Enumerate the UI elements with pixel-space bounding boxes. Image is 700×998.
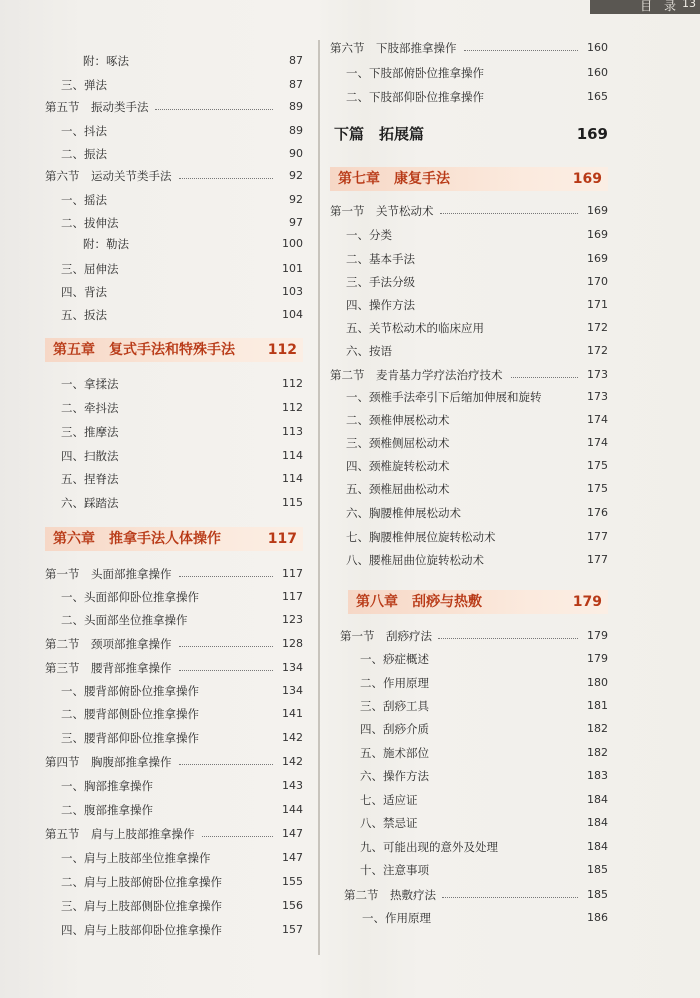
entry-page-number: 160: [587, 66, 608, 79]
entry-page-number: 101: [282, 262, 303, 275]
entry-title: 三、弹法: [61, 78, 107, 92]
toc-subsection-entry[interactable]: [344, 718, 608, 740]
leader-dots: [464, 50, 578, 51]
toc-subsection-entry[interactable]: [344, 765, 608, 787]
entry-title: 第五节 肩与上肢部推拿操作: [45, 827, 195, 841]
entry-page-number: 179: [587, 652, 608, 665]
entry-title: 二、作用原理: [360, 676, 429, 690]
toc-subsection-entry[interactable]: [330, 340, 608, 362]
toc-subsection-entry[interactable]: [45, 281, 303, 303]
entry-page-number: 89: [289, 100, 303, 113]
leader-dots: [438, 638, 578, 639]
entry-title: 二、振法: [61, 147, 107, 161]
toc-subsection-entry[interactable]: [344, 836, 608, 858]
entry-title: 一、颈椎手法牵引下后缩加伸展和旋转: [346, 390, 542, 404]
entry-title: 下篇 拓展篇: [334, 125, 425, 143]
entry-title: 六、按语: [346, 344, 392, 358]
leader-dots: [179, 178, 273, 179]
entry-title: 五、施术部位: [360, 746, 429, 760]
entry-page-number: 175: [587, 459, 608, 472]
entry-title: 一、头面部仰卧位推拿操作: [61, 590, 199, 604]
entry-title: 第五节 振动类手法: [45, 100, 149, 114]
toc-subsection-entry[interactable]: [330, 432, 608, 454]
toc-section-entry[interactable]: [330, 200, 608, 222]
entry-title: 四、操作方法: [346, 298, 415, 312]
entry-title: 七、适应证: [360, 793, 418, 807]
entry-page-number: 170: [587, 275, 608, 288]
toc-section-entry[interactable]: [45, 823, 303, 845]
toc-subsection-entry[interactable]: [330, 455, 608, 477]
entry-page-number: 173: [587, 368, 608, 381]
entry-page-number: 89: [289, 124, 303, 137]
toc-subsection-entry[interactable]: [45, 373, 303, 395]
entry-title: 第一节 刮痧疗法: [340, 629, 432, 643]
entry-title: 一、胸部推拿操作: [61, 779, 153, 793]
entry-page-number: 174: [587, 436, 608, 449]
toc-section-entry[interactable]: [45, 165, 303, 187]
entry-title: 二、牵抖法: [61, 401, 119, 415]
entry-page-number: 147: [282, 827, 303, 840]
toc-subsection-entry[interactable]: [346, 907, 608, 929]
toc-subsection-entry[interactable]: [330, 248, 608, 270]
entry-page-number: 141: [282, 707, 303, 720]
entry-title: 第六章 推拿手法人体操作: [53, 531, 221, 547]
entry-title: 第六节 下肢部推拿操作: [330, 41, 457, 55]
entry-title: 二、腹部推拿操作: [61, 803, 153, 817]
entry-page-number: 104: [282, 308, 303, 321]
entry-page-number: 169: [587, 204, 608, 217]
toc-subsection-entry[interactable]: [330, 271, 608, 293]
entry-title: 五、颈椎屈曲松动术: [346, 482, 450, 496]
entry-title: 三、推摩法: [61, 425, 119, 439]
entry-page-number: 115: [282, 496, 303, 509]
entry-page-number: 185: [587, 888, 608, 901]
entry-page-number: 144: [282, 803, 303, 816]
entry-title: 二、颈椎伸展松动术: [346, 413, 450, 427]
entry-page-number: 97: [289, 216, 303, 229]
toc-subsection-entry[interactable]: [45, 189, 303, 211]
entry-page-number: 92: [289, 193, 303, 206]
entry-title: 四、颈椎旋转松动术: [346, 459, 450, 473]
entry-title: 四、扫散法: [61, 449, 119, 463]
leader-dots: [179, 576, 273, 577]
toc-subsection-entry[interactable]: [45, 680, 303, 702]
toc-subsection-entry[interactable]: [45, 586, 303, 608]
toc-section-entry[interactable]: [45, 633, 303, 655]
entry-page-number: 176: [587, 506, 608, 519]
entry-title: 二、腰背部侧卧位推拿操作: [61, 707, 199, 721]
entry-title: 第二节 颈项部推拿操作: [45, 637, 172, 651]
entry-title: 第一节 头面部推拿操作: [45, 567, 172, 581]
toc-subsection-entry[interactable]: [330, 502, 608, 524]
entry-page-number: 175: [587, 482, 608, 495]
toc-subsection-entry[interactable]: [45, 919, 303, 941]
entry-page-number: 177: [587, 553, 608, 566]
entry-title: 二、下肢部仰卧位推拿操作: [346, 90, 484, 104]
entry-page-number: 183: [587, 769, 608, 782]
toc-subsection-entry[interactable]: [344, 859, 608, 881]
entry-title: 第二节 麦肯基力学疗法治疗技术: [330, 368, 503, 382]
entry-title: 三、刮痧工具: [360, 699, 429, 713]
entry-page-number: 172: [587, 344, 608, 357]
toc-section-entry[interactable]: [330, 37, 608, 59]
toc-subsection-entry[interactable]: [45, 120, 303, 142]
entry-title: 第八章 刮痧与热敷: [356, 594, 482, 610]
entry-page-number: 181: [587, 699, 608, 712]
entry-title: 一、痧症概述: [360, 652, 429, 666]
toc-subsection-entry[interactable]: [330, 478, 608, 500]
entry-page-number: 182: [587, 746, 608, 759]
entry-title: 七、胸腰椎伸展位旋转松动术: [346, 530, 496, 544]
entry-page-number: 179: [572, 594, 602, 610]
entry-page-number: 165: [587, 90, 608, 103]
entry-title: 二、头面部坐位推拿操作: [61, 613, 188, 627]
entry-page-number: 174: [587, 413, 608, 426]
entry-title: 三、肩与上肢部侧卧位推拿操作: [61, 899, 222, 913]
entry-title: 三、屈伸法: [61, 262, 119, 276]
entry-title: 十、注意事项: [360, 863, 429, 877]
chapter-heading[interactable]: [45, 527, 303, 551]
toc-subsection-entry[interactable]: [45, 847, 303, 869]
entry-page-number: 114: [282, 449, 303, 462]
leader-dots: [511, 377, 578, 378]
entry-page-number: 169: [587, 228, 608, 241]
toc-subsection-entry[interactable]: [45, 703, 303, 725]
entry-page-number: 128: [282, 637, 303, 650]
entry-title: 三、手法分级: [346, 275, 415, 289]
toc-subsection-entry[interactable]: [45, 727, 303, 749]
entry-page-number: 184: [587, 840, 608, 853]
toc-subsection-entry[interactable]: [330, 294, 608, 316]
entry-page-number: 134: [282, 684, 303, 697]
toc-section-entry[interactable]: [45, 657, 303, 679]
toc-section-entry[interactable]: [330, 364, 608, 386]
toc-subsection-entry[interactable]: [45, 445, 303, 467]
toc-section-entry[interactable]: [344, 884, 608, 906]
entry-title: 一、拿揉法: [61, 377, 119, 391]
part-heading[interactable]: [330, 121, 608, 147]
toc-subsection-entry[interactable]: [344, 695, 608, 717]
toc-subsection-entry[interactable]: [45, 775, 303, 797]
entry-title: 一、抖法: [61, 124, 107, 138]
toc-subsection-entry[interactable]: [330, 409, 608, 431]
entry-page-number: 169: [572, 171, 602, 187]
leader-dots: [440, 213, 578, 214]
entry-title: 五、关节松动术的临床应用: [346, 321, 484, 335]
entry-title: 一、分类: [346, 228, 392, 242]
entry-page-number: 171: [587, 298, 608, 311]
leader-dots: [179, 670, 273, 671]
entry-title: 三、腰背部仰卧位推拿操作: [61, 731, 199, 745]
entry-page-number: 143: [282, 779, 303, 792]
entry-title: 一、腰背部俯卧位推拿操作: [61, 684, 199, 698]
entry-title: 八、禁忌证: [360, 816, 418, 830]
toc-subsection-entry[interactable]: [45, 50, 303, 72]
column-divider: [318, 40, 320, 955]
toc-subsection-entry[interactable]: [45, 143, 303, 165]
entry-page-number: 117: [267, 531, 297, 547]
toc-subsection-entry[interactable]: [45, 421, 303, 443]
toc-subsection-entry[interactable]: [45, 397, 303, 419]
entry-page-number: 142: [282, 755, 303, 768]
leader-dots: [442, 897, 578, 898]
toc-subsection-entry[interactable]: [45, 74, 303, 96]
entry-title: 四、刮痧介质: [360, 722, 429, 736]
entry-page-number: 112: [282, 377, 303, 390]
entry-title: 一、作用原理: [362, 911, 431, 925]
toc-subsection-entry[interactable]: [344, 672, 608, 694]
entry-title: 六、踩踏法: [61, 496, 119, 510]
entry-title: 附：啄法: [83, 54, 129, 68]
entry-page-number: 113: [282, 425, 303, 438]
header-page-number: 13: [682, 0, 696, 10]
entry-page-number: 147: [282, 851, 303, 864]
entry-page-number: 142: [282, 731, 303, 744]
entry-page-number: 123: [282, 613, 303, 626]
entry-title: 第七章 康复手法: [338, 171, 450, 187]
entry-title: 四、肩与上肢部仰卧位推拿操作: [61, 923, 222, 937]
toc-subsection-entry[interactable]: [330, 386, 608, 408]
entry-page-number: 157: [282, 923, 303, 936]
header-title: 目 录: [640, 0, 680, 13]
toc-subsection-entry[interactable]: [344, 742, 608, 764]
toc-subsection-entry[interactable]: [45, 258, 303, 280]
entry-page-number: 186: [587, 911, 608, 924]
entry-title: 第二节 热敷疗法: [344, 888, 436, 902]
entry-page-number: 156: [282, 899, 303, 912]
entry-title: 第四节 胸腹部推拿操作: [45, 755, 172, 769]
entry-title: 八、腰椎屈曲位旋转松动术: [346, 553, 484, 567]
entry-page-number: 184: [587, 816, 608, 829]
entry-page-number: 185: [587, 863, 608, 876]
toc-subsection-entry[interactable]: [45, 871, 303, 893]
chapter-heading[interactable]: [348, 590, 608, 614]
entry-title: 二、肩与上肢部俯卧位推拿操作: [61, 875, 222, 889]
chapter-heading[interactable]: [330, 167, 608, 191]
entry-page-number: 117: [282, 567, 303, 580]
entry-page-number: 112: [267, 342, 297, 358]
leader-dots: [155, 109, 273, 110]
entry-title: 第六节 运动关节类手法: [45, 169, 172, 183]
toc-subsection-entry[interactable]: [45, 492, 303, 514]
entry-title: 五、扳法: [61, 308, 107, 322]
toc-subsection-entry[interactable]: [45, 895, 303, 917]
entry-page-number: 114: [282, 472, 303, 485]
toc-subsection-entry[interactable]: [330, 526, 608, 548]
toc-subsection-entry[interactable]: [330, 224, 608, 246]
chapter-heading[interactable]: [45, 338, 303, 362]
toc-subsection-entry[interactable]: [344, 812, 608, 834]
leader-dots: [179, 646, 273, 647]
entry-page-number: 90: [289, 147, 303, 160]
entry-page-number: 177: [587, 530, 608, 543]
entry-page-number: 160: [587, 41, 608, 54]
entry-page-number: 87: [289, 54, 303, 67]
entry-title: 附：勒法: [83, 237, 129, 251]
entry-page-number: 180: [587, 676, 608, 689]
toc-subsection-entry[interactable]: [344, 789, 608, 811]
entry-title: 四、背法: [61, 285, 107, 299]
toc-section-entry[interactable]: [45, 563, 303, 585]
entry-title: 一、摇法: [61, 193, 107, 207]
entry-title: 一、下肢部俯卧位推拿操作: [346, 66, 484, 80]
toc-section-entry[interactable]: [340, 625, 608, 647]
entry-title: 五、捏脊法: [61, 472, 119, 486]
entry-page-number: 182: [587, 722, 608, 735]
entry-page-number: 112: [282, 401, 303, 414]
toc-subsection-entry[interactable]: [330, 317, 608, 339]
entry-page-number: 184: [587, 793, 608, 806]
entry-title: 第五章 复式手法和特殊手法: [53, 342, 235, 358]
entry-page-number: 169: [576, 125, 608, 143]
toc-subsection-entry[interactable]: [45, 799, 303, 821]
entry-page-number: 87: [289, 78, 303, 91]
leader-dots: [179, 764, 273, 765]
entry-page-number: 100: [282, 237, 303, 250]
entry-page-number: 169: [587, 252, 608, 265]
toc-subsection-entry[interactable]: [330, 549, 608, 571]
toc-subsection-entry[interactable]: [45, 212, 303, 234]
running-header: [590, 0, 700, 14]
entry-title: 九、可能出现的意外及处理: [360, 840, 498, 854]
entry-title: 第一节 关节松动术: [330, 204, 434, 218]
toc-subsection-entry[interactable]: [45, 609, 303, 631]
entry-title: 二、基本手法: [346, 252, 415, 266]
toc-section-entry[interactable]: [45, 96, 303, 118]
toc-subsection-entry[interactable]: [45, 468, 303, 490]
toc-subsection-entry[interactable]: [45, 304, 303, 326]
leader-dots: [202, 836, 273, 837]
entry-title: 三、颈椎侧屈松动术: [346, 436, 450, 450]
entry-page-number: 172: [587, 321, 608, 334]
entry-title: 二、拔伸法: [61, 216, 119, 230]
toc-subsection-entry[interactable]: [330, 86, 608, 108]
entry-page-number: 179: [587, 629, 608, 642]
toc-subsection-entry[interactable]: [45, 233, 303, 255]
entry-page-number: 103: [282, 285, 303, 298]
entry-page-number: 117: [282, 590, 303, 603]
entry-title: 六、胸腰椎伸展松动术: [346, 506, 461, 520]
toc-subsection-entry[interactable]: [344, 648, 608, 670]
entry-page-number: 134: [282, 661, 303, 674]
toc-section-entry[interactable]: [45, 751, 303, 773]
entry-page-number: 155: [282, 875, 303, 888]
entry-title: 六、操作方法: [360, 769, 429, 783]
entry-page-number: 92: [289, 169, 303, 182]
entry-title: 第三节 腰背部推拿操作: [45, 661, 172, 675]
entry-title: 一、肩与上肢部坐位推拿操作: [61, 851, 211, 865]
entry-page-number: 173: [587, 390, 608, 403]
toc-subsection-entry[interactable]: [330, 62, 608, 84]
